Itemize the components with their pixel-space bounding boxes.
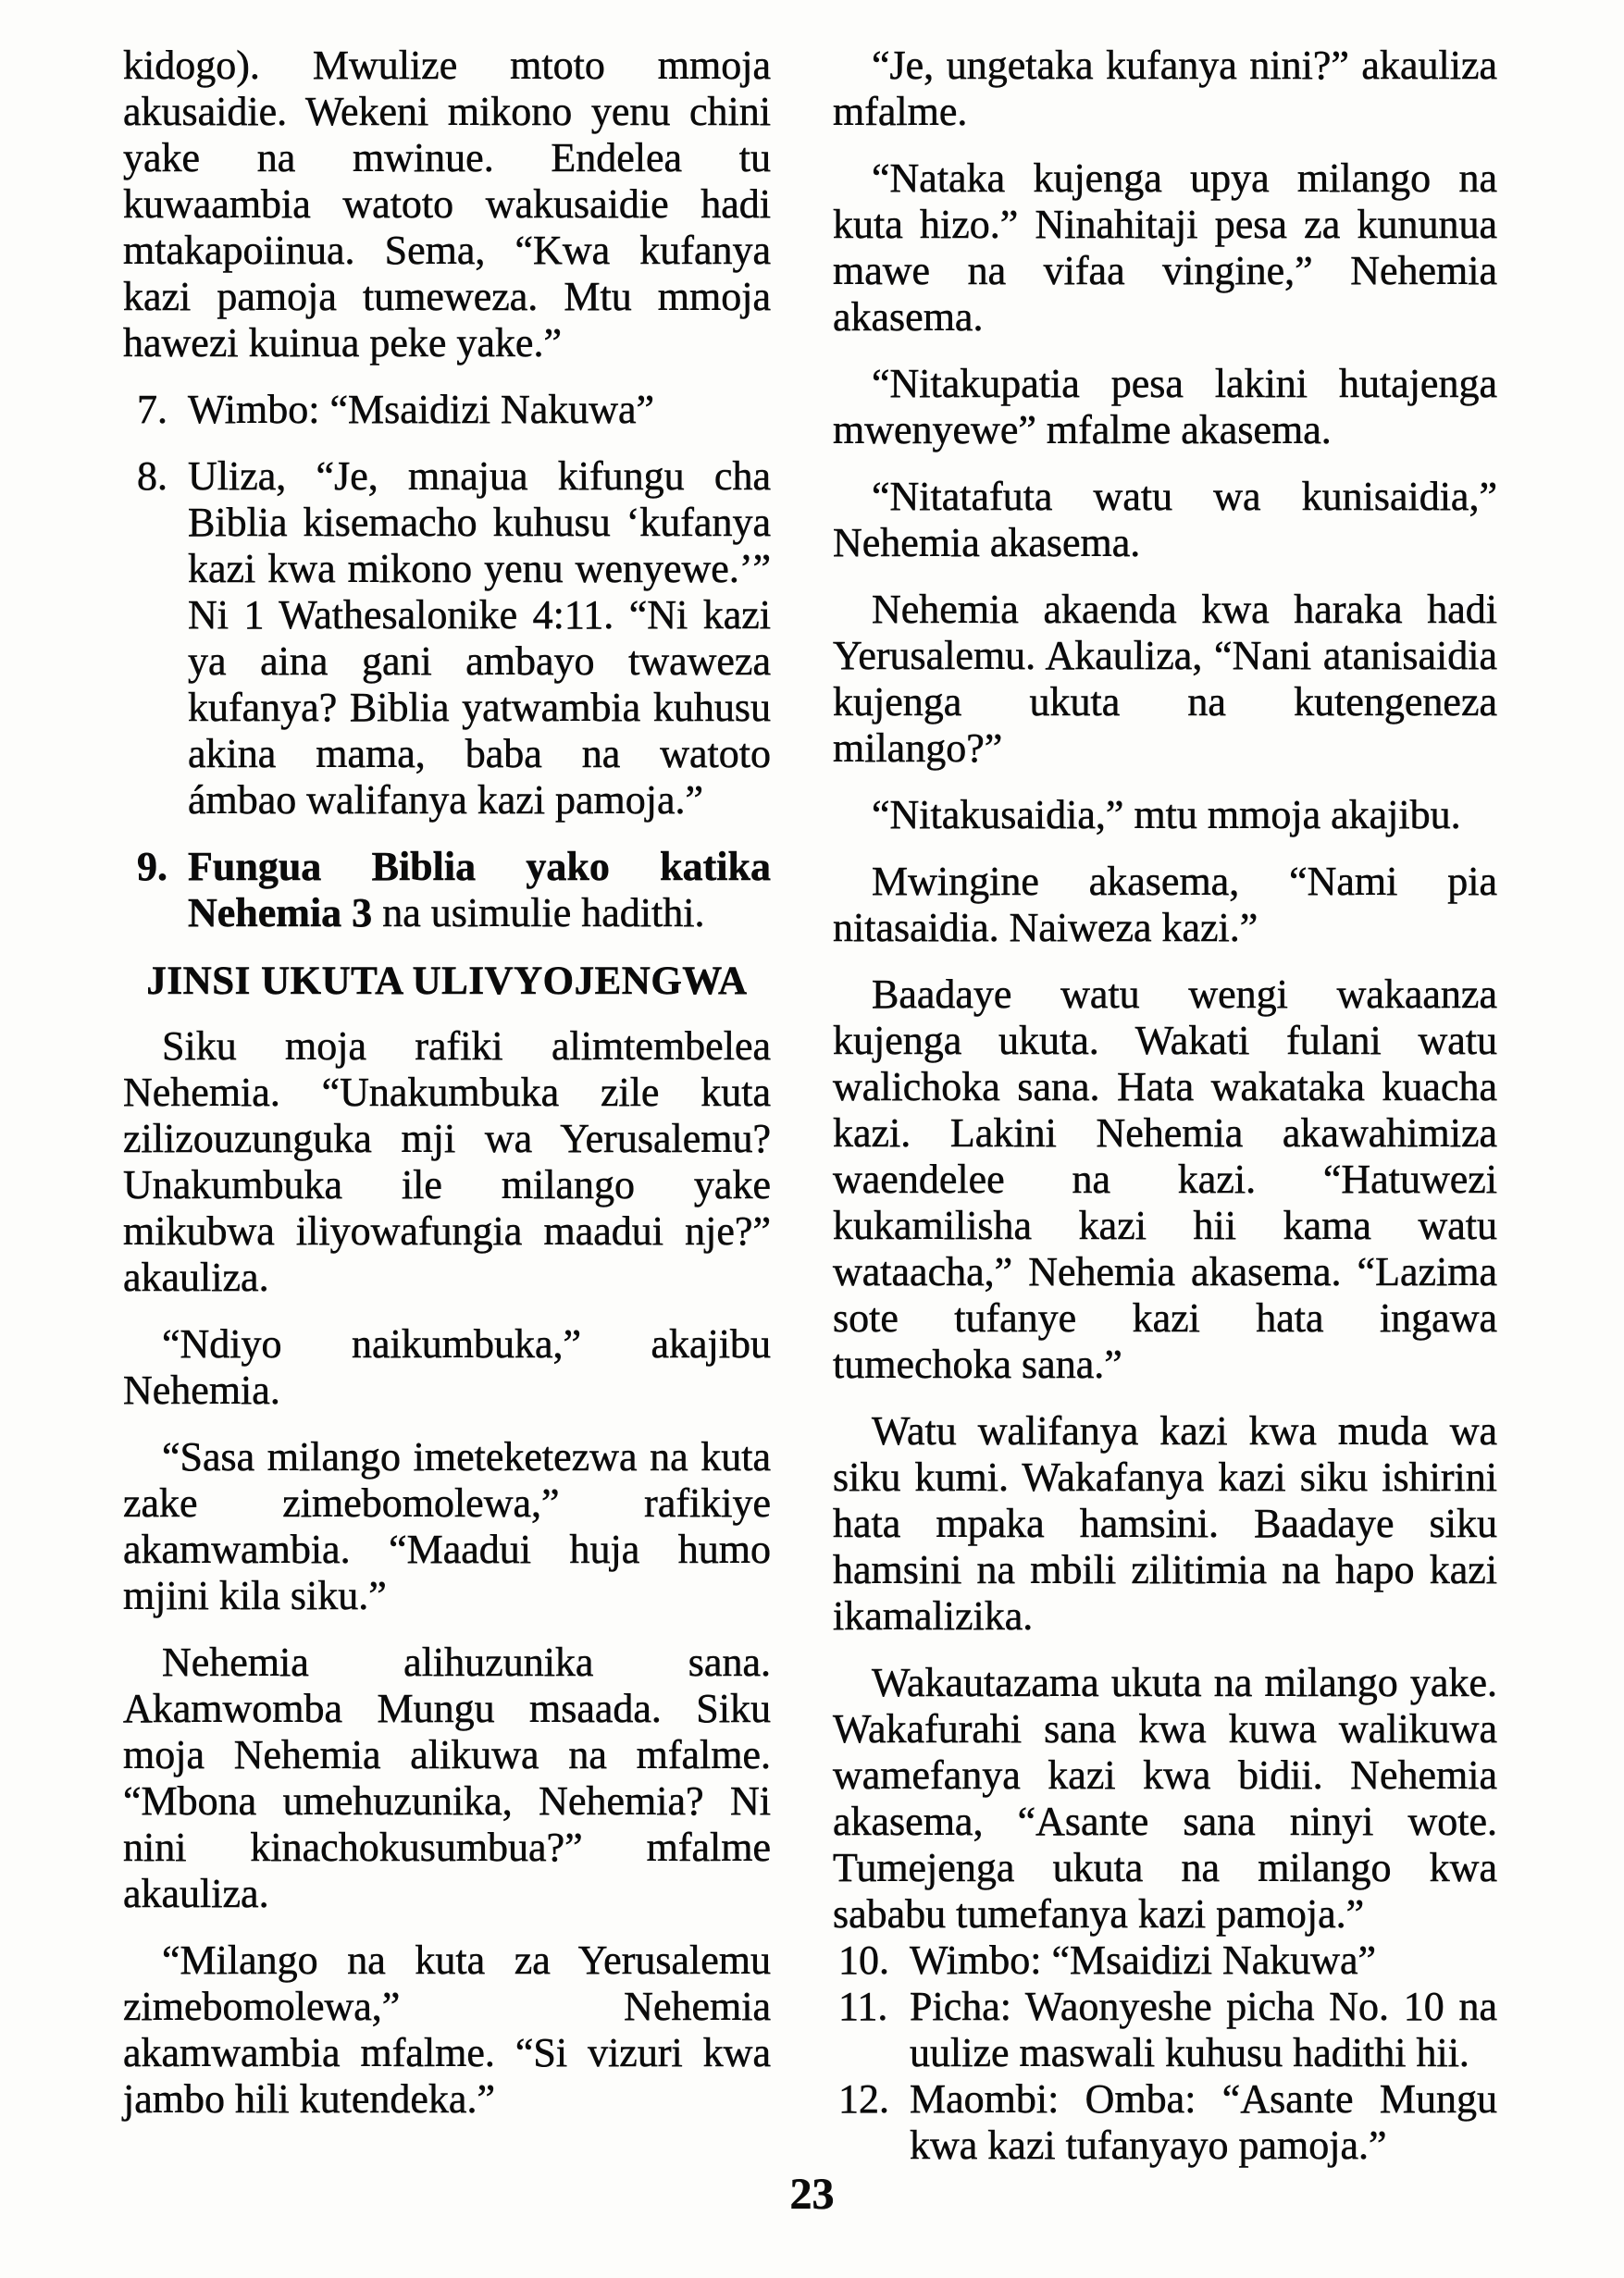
left-column <box>123 43 771 2123</box>
paragraph: “Ndiyo naikumbuka,” akajibu Nehemia. <box>123 1321 771 1413</box>
page-number: 23 <box>789 2170 835 2219</box>
list-item-text: Wimbo: “Msaidizi Nakuwa” <box>910 1938 1377 1983</box>
paragraph: Mwingine akasema, “Nami pia nitasaidia. Naiweza kazi.” <box>833 859 1497 950</box>
paragraph: “Nitatafuta watu wa kunisaidia,” Nehemia akasema. <box>833 474 1497 565</box>
right-column <box>833 43 1497 2169</box>
paragraph: “Nitakupatia pesa lakini hutajenga mwenyewe” mfalme akasema. <box>833 361 1497 452</box>
list-item-11 <box>833 1984 1497 2076</box>
list-number: 11. <box>838 1984 888 2029</box>
paragraph: “Sasa milango imeteketezwa na kuta zake zimebomolewa,” rafikiye akamwambia. “Maadui huja humo mjini kila siku.” <box>123 1434 771 1618</box>
list-item-text <box>188 844 771 936</box>
paragraph: Wakautazama ukuta na milango yake. Wakafurahi sana kwa kuwa walikuwa wamefanya kazi kwa bidii. Nehemia akasema, “Asante sana ninyi wote. Tumejenga ukuta na milango kwa sababu tumefanya kazi pamoja.” <box>833 1660 1497 1937</box>
list-item-8 <box>123 453 771 823</box>
paragraph: Nehemia alihuzunika sana. Akamwomba Mungu msaada. Siku moja Nehemia alikuwa na mfalme. “Mbona umehuzunika, Nehemia? Ni nini kinachokusumbua?” mfalme akauliza. <box>123 1640 771 1916</box>
list-item-10 <box>833 1938 1497 1984</box>
paragraph: Siku moja rafiki alimtembelea Nehemia. “Unakumbuka zile kuta zilizouzunguka mji wa Yerusalemu? Unakumbuka ile milango yake mikubwa iliyowafungia maadui nje?” akauliza. <box>123 1023 771 1300</box>
list-item-9 <box>123 844 771 936</box>
list-item-text: Uliza, “Je, mnajua kifungu cha Biblia kisemacho kuhusu ‘kufanya kazi kwa mikono yenu wenyewe.’” Ni 1 Wathesalonike 4:11. “Ni kazi ya aina gani ambayo twaweza kufanya? Biblia yatwambia kuhusu akina mama, baba na watoto ámbao walifanya kazi pamoja.” <box>188 453 771 823</box>
list-item-7 <box>123 387 771 433</box>
paragraph-continuation: kidogo). Mwulize mtoto mmoja akusaidie. Wekeni mikono yenu chini yake na mwinue. Endelea tu kuwaambia watoto wakusaidie hadi mtakapoiinua. Sema, “Kwa kufanya kazi pamoja tumeweza. Mtu mmoja hawezi kuinua peke yake.” <box>123 43 771 365</box>
paragraph: “Je, ungetaka kufanya nini?” akauliza mfalme. <box>833 43 1497 134</box>
list-item-text: Picha: Waonyeshe picha No. 10 na uulize maswali kuhusu hadithi hii. <box>910 1984 1497 2075</box>
list-item-9-rest-text: na usimulie hadithi. <box>372 890 705 935</box>
paragraph: “Milango na kuta za Yerusalemu zimebomolewa,” Nehemia akamwambia mfalme. “Si vizuri kwa jambo hili kutendeka.” <box>123 1938 771 2122</box>
paragraph: “Nitakusaidia,” mtu mmoja akajibu. <box>872 792 1461 837</box>
list-item-12 <box>833 2076 1497 2169</box>
paragraph: Nehemia akaenda kwa haraka hadi Yerusalemu. Akauliza, “Nani atanisaidia kujenga ukuta na kutengeneza milango?” <box>833 587 1497 771</box>
paragraph: “Nataka kujenga upya milango na kuta hizo.” Ninahitaji pesa za kununua mawe na vifaa vingine,” Nehemia akasema. <box>833 155 1497 340</box>
list-number: 8. <box>137 453 167 499</box>
paragraph: Baadaye watu wengi wakaanza kujenga ukuta. Wakati fulani watu walichoka sana. Hata wakataka kuacha kazi. Lakini Nehemia akawahimiza waendelee na kazi. “Hatuwezi kukamilisha kazi hii kama watu wataacha,” Nehemia akasema. “Lazima sote tufanye kazi hata ingawa tumechoka sana.” <box>833 972 1497 1387</box>
section-heading: JINSI UKUTA ULIVYOJENGWA <box>146 959 748 1003</box>
list-item-9-bold-text: Fungua Biblia yako katika Nehemia 3 <box>188 844 771 935</box>
paragraph: Watu walifanya kazi kwa muda wa siku kumi. Wakafanya kazi siku ishirini hata mpaka hamsini. Baadaye siku hamsini na mbili zilitimia na hapo kazi ikamalizika. <box>833 1408 1497 1639</box>
list-item-text: Maombi: Omba: “Asante Mungu kwa kazi tufanyayo pamoja.” <box>910 2076 1497 2168</box>
list-number: 12. <box>838 2076 889 2122</box>
list-number: 7. <box>137 387 167 432</box>
list-number: 10. <box>838 1938 889 1983</box>
list-item-text: Wimbo: “Msaidizi Nakuwa” <box>188 387 655 432</box>
list-number: 9. <box>137 844 167 889</box>
